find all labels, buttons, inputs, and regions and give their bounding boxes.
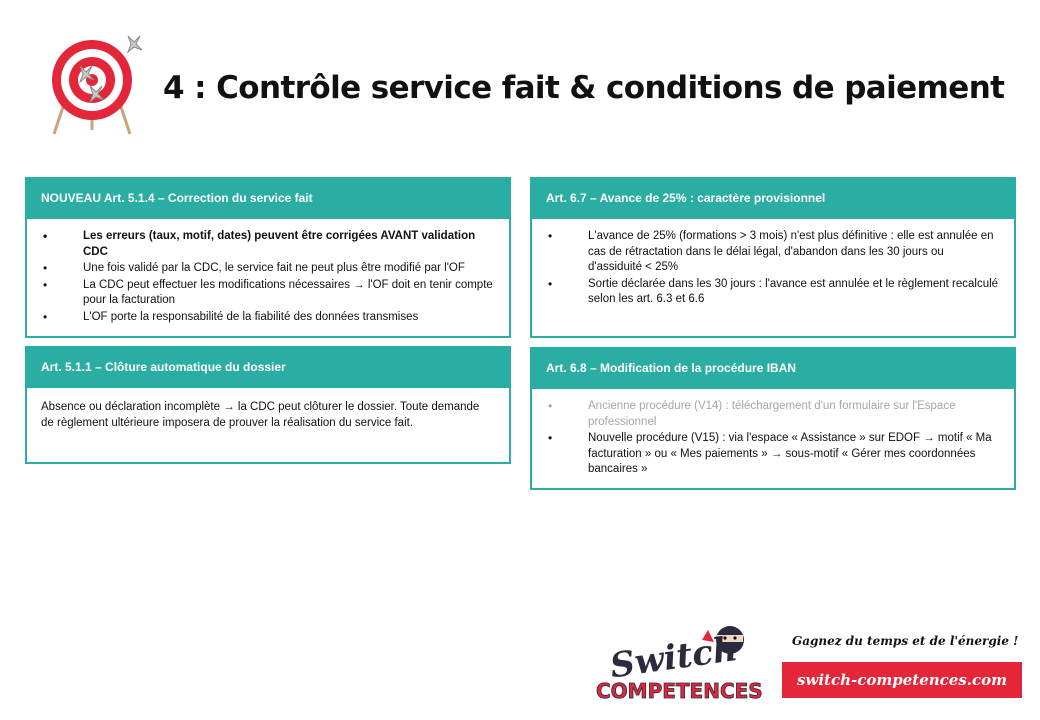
list-item: • Sortie déclarée dans les 30 jours : l'avance est annulée et le règlement recalculé selon les art. 6.3 et 6.6 — [546, 277, 1000, 308]
bullet-list — [41, 229, 495, 325]
card-text: Absence ou déclaration incomplète → la CDC peut clôturer le dossier. Toute demande de règlement ultérieure imposera de prouver la réalisation du service fait. — [41, 401, 480, 429]
list-item: • Nouvelle procédure (V15) : via l'espace « Assistance » sur EDOF → motif « Ma facturation » ou « Mes paiements » → sous-motif « Gérer mes coordonnées bancaires » — [546, 431, 1000, 478]
slogan: Gagnez du temps et de l'énergie ! — [792, 634, 1019, 648]
card-header: Art. 5.1.1 – Clôture automatique du dossier — [27, 348, 509, 388]
bullet-list — [546, 399, 1000, 478]
list-item: • Ancienne procédure (V14) : téléchargement d'un formulaire sur l'Espace professionnel — [546, 399, 1000, 430]
list-item: • L'OF porte la responsabilité de la fiabilité des données transmises — [41, 310, 495, 326]
list-item: • La CDC peut effectuer les modifications nécessaires → l'OF doit en tenir compte pour la facturation — [41, 278, 495, 309]
card-correction-service-fait — [25, 177, 511, 338]
website-link[interactable]: switch-competences.com — [782, 662, 1022, 698]
card-procedure-iban — [530, 347, 1016, 490]
logo-competences-text: COMPETENCES — [596, 679, 763, 703]
card-header: Art. 6.7 – Avance de 25% : caractère provisionnel — [532, 179, 1014, 219]
switch-competences-logo — [590, 620, 770, 712]
card-header: NOUVEAU Art. 5.1.4 – Correction du service fait — [27, 179, 509, 219]
list-item: • Les erreurs (taux, motif, dates) peuvent être corrigées AVANT validation CDC — [41, 229, 495, 260]
bullet-list — [546, 229, 1000, 308]
page-title: 4 : Contrôle service fait & conditions de paiement — [163, 70, 1005, 106]
list-item: • Une fois validé par la CDC, le service fait ne peut plus être modifié par l'OF — [41, 261, 495, 277]
card-cloture-dossier — [25, 346, 511, 464]
target-icon — [46, 30, 150, 138]
list-item: • L'avance de 25% (formations > 3 mois) n'est plus définitive : elle est annulée en cas de rétractation dans le délai légal, d'abandon dans les 30 jours ou d'assiduité < 25% — [546, 229, 1000, 276]
card-avance-25 — [530, 177, 1016, 338]
card-header: Art. 6.8 – Modification de la procédure IBAN — [532, 349, 1014, 389]
logo-switch-text: Switch — [607, 628, 740, 687]
